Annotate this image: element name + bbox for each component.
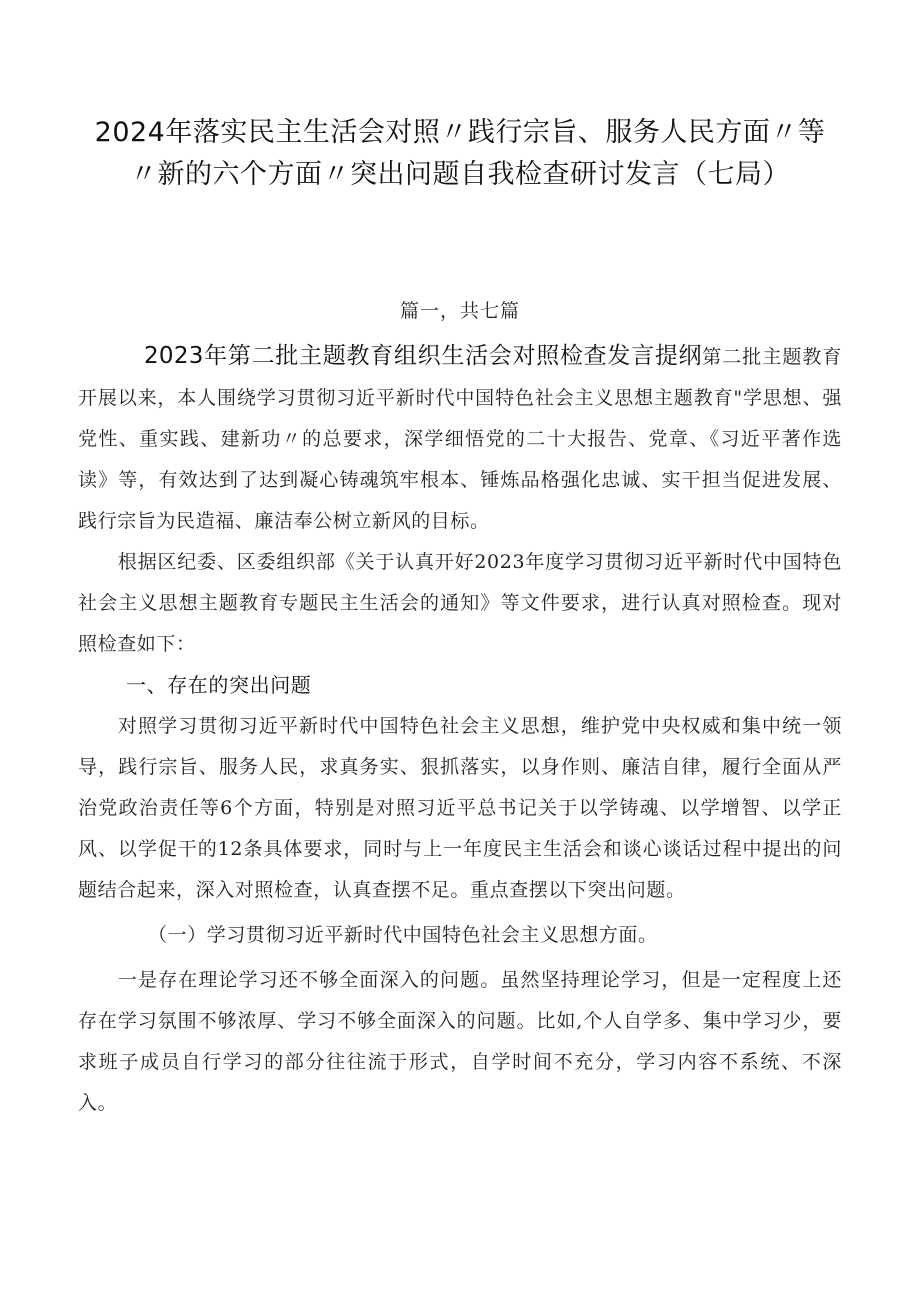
lead-paragraph-text: 第二批主题教育开展以来，本人围绕学习贯彻习近平新时代中国特色社会主义思想主题教育"学思想、强党性、重实践、建新功〃的总要求，深学细悟党的二十大报告、党章、《习近平著作选读》等，有效达到了达到凝心铸魂筑牢根本、锤炼品格强化忠诚、实干担当促进发展、践行宗旨为民造福、廉洁奉公树立新风的目标。: [78, 346, 842, 532]
document-title: 2024年落实民主生活会对照〃践行宗旨、服务人民方面〃等〃新的六个方面〃突出问题自我检查研讨发言（七局）: [94, 117, 826, 190]
paragraph-study: 一是存在理论学习还不够全面深入的问题。虽然坚持理论学习，但是一定程度上还存在学习氛围不够浓厚、学习不够全面深入的问题。比如,个人自学多、集中学习少，要求班子成员自行学习的部分往往流于形式，自学时间不充分，学习内容不系统、不深入。: [78, 969, 842, 1114]
section-label: 篇一，共七篇: [399, 300, 520, 322]
document-body: [78, 336, 842, 1124]
paragraph-problems: 对照学习贯彻习近平新时代中国特色社会主义思想，维护党中央权威和集中统一领导，践行宗旨、服务人民，求真务实、狠抓落实，以身作则、廉洁自律，履行全面从严治党政治责任等6个方面，特别是对照习近平总书记关于以学铸魂、以学增智、以学正风、以学促干的12条具体要求，同时与上一年度民主生活会和谈心谈话过程中提出的问题结合起来，深入对照检查，认真查摆不足。重点查摆以下突出问题。: [78, 715, 842, 901]
lead-paragraph: [78, 336, 842, 542]
section-heading-problems: 一、存在的突出问题: [126, 673, 312, 697]
paragraph-basis: 根据区纪委、区委组织部《关于认真开好2023年度学习贯彻习近平新时代中国特色社会主义思想主题教育专题民主生活会的通知》等文件要求，进行认真对照检查。现对照检查如下：: [78, 551, 842, 655]
subsection-heading-study: （一）学习贯彻习近平新时代中国特色社会主义思想方面。: [148, 924, 658, 946]
lead-heading: 2023年第二批主题教育组织生活会对照检查发言提纲: [144, 343, 703, 369]
